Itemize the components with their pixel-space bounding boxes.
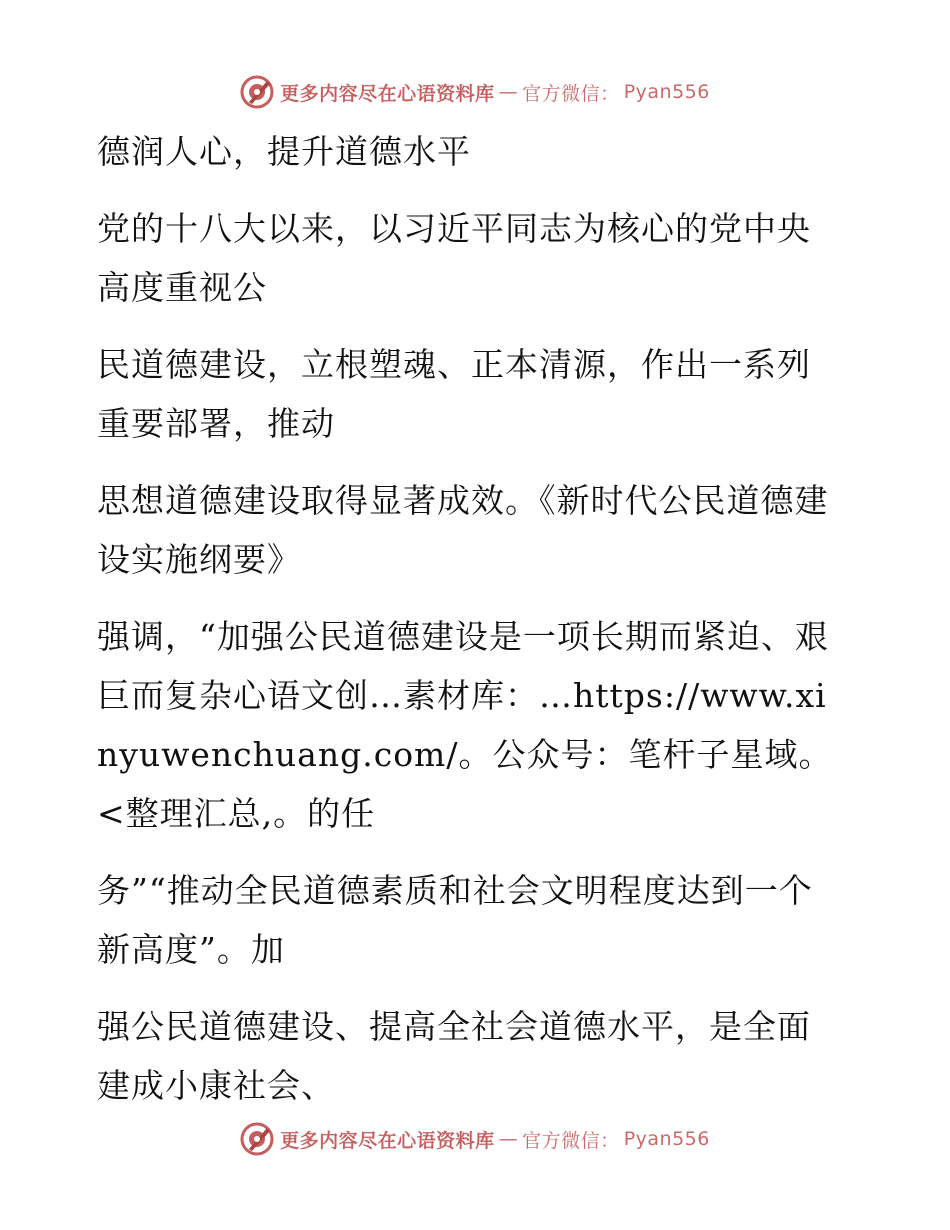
- banner-wechat-label: 官方微信：: [522, 1129, 620, 1152]
- pen-logo-icon: [240, 75, 274, 109]
- paragraph: 强调，“加强公民道德建设是一项长期而紧迫、艰巨而复杂心语文创…素材库：…https://www.xinyuwenchuang.com/。公众号：笔杆子星域。<整理汇总,。的任: [97, 617, 833, 833]
- paragraph: 民道德建设，立根塑魂、正本清源，作出一系列重要部署，推动: [97, 345, 811, 443]
- paragraph: 德润人心，提升道德水平: [97, 132, 471, 171]
- paragraph: 务”“推动全民道德素质和社会文明程度达到一个新高度”。加: [97, 871, 813, 969]
- banner-dash: —: [498, 1128, 519, 1150]
- footer-banner: [0, 1119, 950, 1159]
- paragraph: 强公民道德建设、提高全社会道德水平，是全面建成小康社会、: [97, 1007, 811, 1105]
- document-body: [97, 122, 837, 1133]
- banner-dash: —: [498, 81, 519, 103]
- banner-brand-text: 更多内容尽在心语资料库: [280, 1129, 495, 1152]
- banner-wechat-id: Pyan556: [623, 81, 710, 103]
- pen-logo-icon: [240, 1122, 274, 1156]
- paragraph: 思想道德建设取得显著成效。《新时代公民道德建设实施纲要》: [97, 481, 829, 579]
- banner-brand-text: 更多内容尽在心语资料库: [280, 82, 495, 105]
- banner-wechat-id: Pyan556: [623, 1128, 710, 1150]
- paragraph: 党的十八大以来，以习近平同志为核心的党中央高度重视公: [97, 209, 811, 307]
- banner-wechat-label: 官方微信：: [522, 82, 620, 105]
- header-banner: [0, 72, 950, 112]
